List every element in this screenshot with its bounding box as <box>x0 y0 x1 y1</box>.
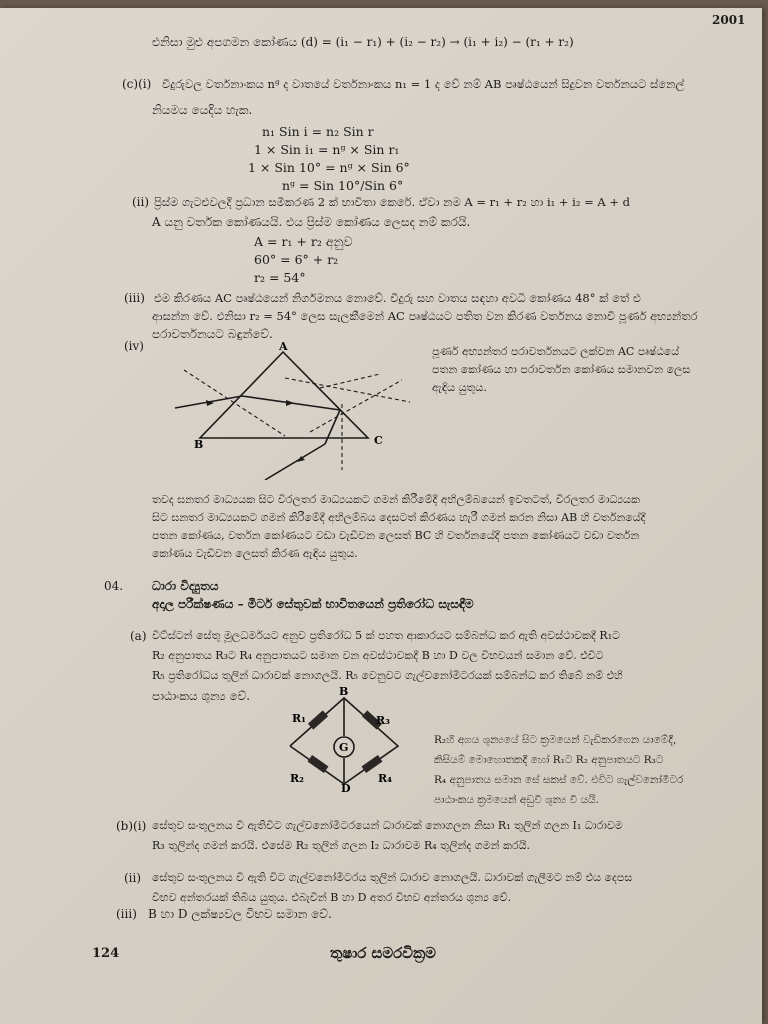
node-label-d: D <box>341 782 351 794</box>
item-label: (ii) <box>132 195 150 209</box>
equation: 1 × Sin 10° = nᵍ × Sin 6° <box>248 160 410 175</box>
prism-diagram <box>170 340 430 480</box>
item-label: (ii) <box>124 871 142 885</box>
text-line: පාඨාංකය ක්‍රමයෙන් අඩුවී ශුන්‍ය වී යයි. <box>434 794 599 806</box>
item-label: (c)(i) <box>122 77 152 91</box>
text-line: සිට ඝනතර මාධ්‍යයකට ගමන් කිරීමේදී අභිලම්බය දෙසටත් කිරණය හැරී ගමන් කරන නිසා AB හි වර්තනයේදී <box>152 511 646 524</box>
resistor-label-r2: R₂ <box>290 772 304 785</box>
galvanometer-label: G <box>339 741 349 754</box>
section-number: 04. <box>104 579 124 593</box>
vertex-label-a: A <box>279 340 288 353</box>
text-line: ප්‍රිස්ම ගැටළුවලදී ප්‍රධාන සමීකරණ 2 ක් භාවිතා කෙරේ. ඒවා නම A = r₁ + r₂ හා i₁ + i₂ = A + d <box>154 195 631 209</box>
item-label: (b)(i) <box>116 819 147 833</box>
text-line: ඇඳිය යුතුය. <box>432 381 487 394</box>
prism-triangle <box>200 352 368 438</box>
text-line: කිසියම් මොහොතකදී හෝ R₁ට R₂ අනුපාතයට R₃ට <box>434 754 664 766</box>
section-subtitle: අදාල පරීක්ෂණය – මීටර් සේතුවක් භාවිතයෙන් ප්‍රතිරෝධ සැසඳීම <box>152 597 474 611</box>
resistor-label-r4: R₄ <box>378 772 392 785</box>
section-title: ධාරා විද්‍යුතය <box>152 579 219 593</box>
page-year: 2001 <box>712 13 746 27</box>
text-line: සේතුව සංතුලනය වී ඇති විට ගැල්වනෝමීටරය තුලින් ධාරාව නොගලයි. ධාරාවක් ගැලීමට නම් එය දෙපස <box>152 871 633 884</box>
text-line: තවද ඝනතර මාධ්‍යයක සිට විරලතර මාධ්‍යයකට ගමන් කිරීමේදී අභිලම්බයෙන් ඉවතටත්, විරලතර මාධ්‍යයක <box>152 493 640 506</box>
item-label: (iv) <box>124 339 144 353</box>
equation: n₁ Sin i = n₂ Sin r <box>262 124 374 139</box>
text-line: එනිසා මුළු අපගමන කෝණය (d) = (i₁ − r₁) + (i₂ − r₂) → (i₁ + i₂) − (r₁ + r₂) <box>152 35 574 49</box>
node-label-b: B <box>339 685 349 698</box>
item-label: (iii) <box>116 907 137 921</box>
item-label: (a) <box>130 629 147 643</box>
text-line: R₄ අනුපාතය සමාන සේ සකස් වේ. එවිට ගැල්වනෝමීටර <box>434 774 684 786</box>
text-line: විභව අන්තරයක් තිබිය යුතුය. එබැවින් B හා D අතර විභව අන්තරය ශුන්‍ය වේ. <box>152 891 512 904</box>
text-line: R₅ ප්‍රතිරෝධය තුලින් ධාරාවක් නොගලයි. R₅ වෙනුවට ගැල්වනෝමීටරයක් සම්බන්ධ කර තිබේ නම් එහි <box>152 669 623 682</box>
vertex-label-b: B <box>194 438 204 451</box>
equation: nᵍ = Sin 10°/Sin 6° <box>282 178 404 193</box>
resistor-label-r1: R₁ <box>292 712 306 725</box>
text-line: පාඨාංකය ශුන්‍ය වේ. <box>152 689 251 703</box>
text-line: පතන කෝණය, වර්තන කෝණයට වඩා වැඩිවන ලෙසත් BC හි වර්තනයේදී පතන කෝණයට වඩා වර්තන <box>152 529 640 542</box>
text-line: B හා D ලක්ෂ්‍යවල විභව සමාන වේ. <box>148 907 332 921</box>
document-page <box>0 8 762 1024</box>
text-line: වීට්ස්ටන් සේතු මූලධර්මයට අනුව ප්‍රතිරෝධ 5 ක් පහත ආකාරයට සම්බන්ධ කර ඇති අවස්ථාවකදී R₁ට <box>152 629 621 642</box>
text-line: පූර්ණ අභ්‍යන්තර පරාවර්තනයට ලක්වන AC පෘෂ්ඨයේ <box>432 345 680 358</box>
item-label: (iii) <box>124 291 145 305</box>
text-line: නියමය යෙදිය හැක. <box>152 103 253 117</box>
equation: A = r₁ + r₂ අනුව <box>254 234 353 249</box>
text-line: සේතුව සංතුලනය වී ඇතිවිට ගැල්වනෝමීටරයෙන් ධාරාවක් නොගලන නිසා R₁ තුලින් ගලන I₁ ධාරාවම <box>152 819 623 832</box>
text-line: එම කිරණය AC පෘෂ්ඨයෙන් නිර්ගමනය නොවේ. වීදුරු සහ වාතය සඳහා අවධි කෝණය 48° ක් තේ එ <box>154 291 641 305</box>
wheatstone-bridge-diagram <box>282 684 412 794</box>
text-line: පරාවර්තනයට බඳුන්වේ. <box>152 327 273 341</box>
equation: r₂ = 54° <box>254 270 306 285</box>
text-line: කෝණය වැඩිවන ලෙසත් කිරණ ඇඳිය යුතුය. <box>152 547 358 560</box>
page-number: 124 <box>92 946 120 961</box>
resistor-label-r3: R₃ <box>376 714 390 727</box>
text-line: R₂හි අගය ශුන්‍යයේ සිට ක්‍රමයෙන් වැඩිකරගෙන යාමේදී, <box>434 734 677 746</box>
text-line: පතන කෝණය හා පරාවර්තන කෝණය සමානවන ලෙස <box>432 363 691 376</box>
text-line: A යනු වර්තක කෝණයයි. එය ප්‍රිස්ම කෝණය ලෙසද නම් කරයි. <box>152 215 471 229</box>
vertex-label-c: C <box>374 434 383 447</box>
equation: 60° = 6° + r₂ <box>254 252 339 267</box>
text-line: R₂ අනුපාතය R₃ට R₄ අනුපාතයට සමාන වන අවස්ථාවකදී B හා D වල විභවයන් සමාන වේ. එවිට <box>152 649 604 662</box>
text-line: R₃ තුලින්ද ගමන් කරයි. එසේම R₂ තුලින් ගලන I₂ ධාරාවම R₄ තුලින්ද ගමන් කරයි. <box>152 839 530 852</box>
equation: 1 × Sin i₁ = nᵍ × Sin r₁ <box>254 142 400 157</box>
footer-author: තුෂාර සමරවික්‍රම <box>330 944 436 962</box>
text-line: ආසන්න වේ. එනිසා r₂ = 54° ලෙස සැලකීමෙන් AC පෘෂ්ඨයට පතිත වන කිරණ වර්තනය නොවී පූර්ණ අභ්‍යන්තර <box>152 309 698 323</box>
text-line: වීදුරුවල වර්තනාංකය nᵍ ද වාතයේ වර්තනාංකය n₁ = 1 ද වේ නම් AB පෘෂ්ඨයෙන් සිදුවන වර්තනයට ස්නෙල් <box>162 77 685 91</box>
